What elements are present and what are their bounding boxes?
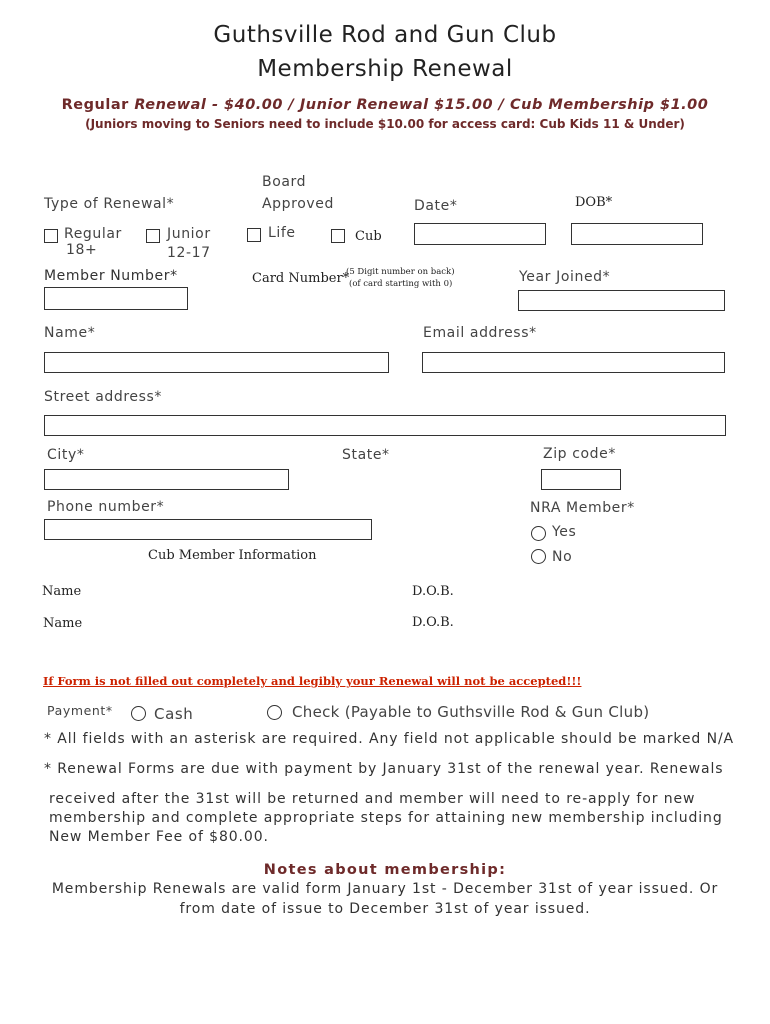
dob-input[interactable]: [571, 223, 703, 245]
cub-option-label: Cub: [355, 229, 382, 244]
nra-no-label: No: [552, 549, 573, 565]
state-label: State*: [342, 447, 390, 463]
city-input[interactable]: [44, 469, 289, 490]
notes-about-membership-title: Notes about membership:: [263, 862, 507, 878]
junior-option-label: Junior: [167, 226, 211, 242]
zip-label: Zip code*: [543, 446, 616, 462]
due-note-line-1: * Renewal Forms are due with payment by January 31st of the renewal year. Renewals: [44, 761, 724, 777]
year-joined-label: Year Joined*: [519, 269, 611, 285]
cash-radio[interactable]: [131, 706, 146, 721]
due-note-line-4: New Member Fee of $80.00.: [49, 829, 269, 845]
nra-yes-label: Yes: [552, 524, 577, 540]
card-number-hint-1: (5 Digit number on back): [346, 267, 455, 277]
email-label: Email address*: [423, 325, 537, 341]
cub-name-label-1: Name: [42, 584, 82, 599]
cub-name-label-2: Name: [43, 616, 83, 631]
phone-label: Phone number*: [47, 499, 165, 515]
date-input[interactable]: [414, 223, 546, 245]
pricing-line: [0, 97, 770, 113]
life-checkbox[interactable]: [247, 228, 261, 242]
about-line-1: Membership Renewals are valid form January 1st - December 31st of year issued. Or: [51, 881, 719, 897]
card-number-hint-2: (of card starting with 0): [349, 279, 453, 289]
name-label: Name*: [44, 325, 96, 341]
street-input[interactable]: [44, 415, 726, 436]
city-label: City*: [47, 447, 85, 463]
regular-option-label: Regular: [64, 226, 122, 242]
payment-label: Payment*: [47, 703, 113, 718]
card-number-label: Card Number*: [252, 271, 350, 286]
form-title: Guthsville Rod and Gun Club: [213, 22, 557, 48]
incomplete-form-warning: If Form is not filled out completely and legibly your Renewal will not be accepted!!!: [43, 674, 582, 688]
form-subtitle: Membership Renewal: [257, 56, 513, 82]
phone-input[interactable]: [44, 519, 372, 540]
zip-input[interactable]: [541, 469, 621, 490]
type-of-renewal-label: Type of Renewal*: [44, 196, 175, 212]
nra-yes-radio[interactable]: [531, 526, 546, 541]
nra-no-radio[interactable]: [531, 549, 546, 564]
junior-age-label: 12-17: [167, 245, 211, 261]
street-label: Street address*: [44, 389, 162, 405]
name-input[interactable]: [44, 352, 389, 373]
board-approved-label-2: Approved: [262, 196, 334, 212]
member-number-label: Member Number*: [44, 268, 178, 284]
life-option-label: Life: [268, 225, 296, 241]
about-line-2: from date of issue to December 31st of year issued.: [179, 901, 591, 917]
regular-age-label: 18+: [66, 242, 98, 258]
check-radio[interactable]: [267, 705, 282, 720]
email-input[interactable]: [422, 352, 725, 373]
due-note-line-2: received after the 31st will be returned and member will need to re-apply for new: [49, 791, 696, 807]
check-label: Check (Payable to Guthsville Rod & Gun Club): [292, 703, 650, 721]
board-approved-label-1: Board: [262, 174, 307, 190]
nra-member-label: NRA Member*: [530, 500, 635, 516]
cub-dob-label-1: D.O.B.: [412, 584, 454, 599]
pricing-note: (Juniors moving to Seniors need to include $10.00 for access card: Cub Kids 11 & Under): [85, 117, 685, 131]
member-number-input[interactable]: [44, 287, 188, 310]
cub-section-title: Cub Member Information: [148, 548, 317, 563]
cash-label: Cash: [154, 705, 194, 723]
asterisk-note: * All fields with an asterisk are required. Any field not applicable should be marked N/A: [44, 731, 735, 747]
cub-dob-label-2: D.O.B.: [412, 615, 454, 630]
dob-label: DOB*: [575, 195, 613, 210]
pricing-regular: Regular: [61, 97, 129, 113]
pricing-rest: Renewal - $40.00 / Junior Renewal $15.00 / Cub Membership $1.00: [134, 97, 709, 113]
date-label: Date*: [414, 198, 458, 214]
junior-checkbox[interactable]: [146, 229, 160, 243]
year-joined-input[interactable]: [518, 290, 725, 311]
due-note-line-3: membership and complete appropriate steps for attaining new membership including: [49, 810, 723, 826]
cub-checkbox[interactable]: [331, 229, 345, 243]
regular-checkbox[interactable]: [44, 229, 58, 243]
